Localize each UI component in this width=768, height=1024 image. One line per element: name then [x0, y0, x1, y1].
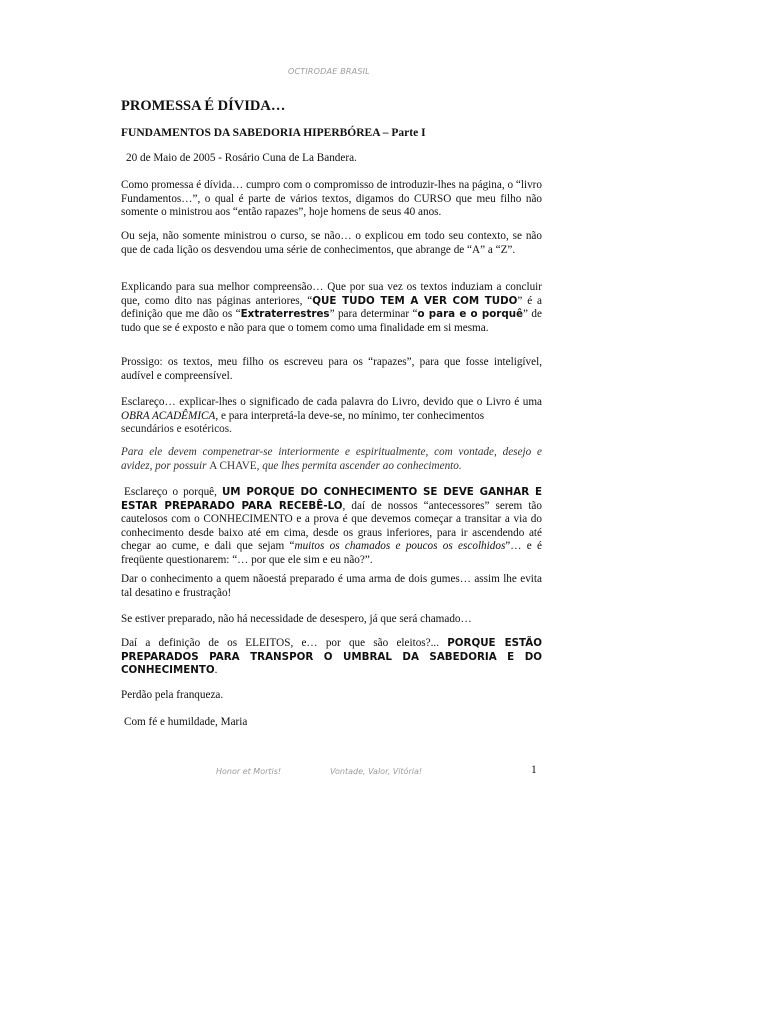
paragraph-1: Como promessa é dívida… cumpro com o compromisso de introduzir-lhes na página, o “livro Fundamentos…”, o qual é parte de vários textos, digamos do CURSO que meu filho não somente o ministrou aos “então rapazes”, hoje homens de seus 40 anos.: [121, 179, 542, 219]
footer-motto-middle: Vontade, Valor, Vitória!: [330, 767, 423, 776]
document-subtitle: FUNDAMENTOS DA SABEDORIA HIPERBÓREA – Parte I: [121, 127, 426, 139]
paragraph-6-text: Para ele devem compenetrar-se interiormente e espiritualmente, com vontade, desejo e avidez, por possuir: [121, 446, 542, 472]
paragraph-4: Prossigo: os textos, meu filho os escreveu para os “rapazes”, para que fosse inteligível, audível e compreensível.: [121, 356, 542, 382]
emphasis-extraterrestres: Extraterrestres: [240, 308, 330, 321]
paragraph-3-text-3: ” para determinar “: [329, 308, 418, 321]
paragraph-5-overlap: secundários e esotéricos.: [121, 423, 232, 435]
paragraph-6: [121, 446, 542, 473]
paragraph-7: [121, 486, 542, 568]
paragraph-10: [121, 637, 542, 678]
date-line: 20 de Maio de 2005 - Rosário Cuna de La Bandera.: [126, 152, 357, 164]
paragraph-5-text: Esclareço… explicar-lhes o significado de cada palavra do Livro, devido que o Livro é uma: [121, 396, 542, 408]
paragraph-2: Ou seja, não somente ministrou o curso, se não… o explicou em todo seu contexto, se não que de cada lição os desvendou uma série de conhecimentos, que abrange de “A” a “Z”.: [121, 230, 542, 256]
signature-line: Com fé e humildade, Maria: [124, 716, 248, 728]
chamados-escolhidos: muitos os chamados e poucos os escolhidos: [294, 540, 506, 553]
paragraph-6-text-2: , que lhes permita ascender ao conhecimento.: [256, 459, 462, 472]
paragraph-7-text-2: , daí de nossos “antecessores” serem tão cautelosos com o CONHECIMENTO e a prova é que devemos começar a transitar a via do conhecimento desde baixo até em cima, desde os graus inferiores, para ir ascendendo até chegar ao cume, e dali que sejam “: [121, 499, 542, 553]
a-chave: A CHAVE: [209, 459, 257, 472]
page-header: OCTIRODAE BRASIL: [288, 67, 370, 76]
paragraph-9: Se estiver preparado, não há necessidade de desespero, já que será chamado…: [121, 613, 472, 625]
paragraph-10-text: Daí a definição de os ELEITOS, e… por que são eleitos?...: [121, 637, 448, 649]
emphasis-tudo: QUE TUDO TEM A VER COM TUDO: [312, 294, 518, 307]
emphasis-preparados: PORQUE ESTÃO PREPARADOS PARA TRANSPOR O UMBRAL DA SABEDORIA E DO CONHECIMENTO: [121, 637, 542, 677]
paragraph-3-text: Explicando para sua melhor compreensão… Que por sua vez os textos induziam a concluir que, como dito nas páginas anteriores, “: [121, 281, 542, 307]
paragraph-11: Perdão pela franqueza.: [121, 689, 224, 701]
paragraph-8: Dar o conhecimento a quem nãoestá preparado é uma arma de dois gumes… assim lhe evita tal desatino e frustração!: [121, 573, 542, 599]
paragraph-7-text-3: ”… e é freqüente questionarem: “… por que ele sim e eu não?”.: [121, 540, 542, 566]
obra-academica: OBRA ACADÊMICA: [121, 409, 216, 422]
page-number: 1: [531, 764, 537, 776]
paragraph-3-text-4: ” de tudo que se é exposto e não para que o tomem como uma finalidade em si mesma.: [121, 308, 542, 334]
document-title: PROMESSA É DÍVIDA…: [121, 98, 286, 114]
paragraph-3: [121, 281, 542, 335]
emphasis-conhecimento: UM PORQUE DO CONHECIMENTO SE DEVE GANHAR E ESTAR PREPARADO PARA RECEBÊ-LO: [121, 486, 542, 512]
paragraph-10-text-2: .: [214, 664, 218, 677]
paragraph-3-text-2: ” é a definição que me dão os “: [121, 294, 543, 321]
paragraph-5: [121, 396, 542, 423]
footer-motto-left: Honor et Mortis!: [216, 767, 282, 776]
paragraph-7-text: Esclareço o porquê,: [124, 486, 222, 498]
paragraph-5-text-2: , e para interpretá-la deve-se, no mínimo, ter conhecimentos: [215, 409, 485, 422]
emphasis-porque: o para e o porquê: [417, 308, 524, 321]
